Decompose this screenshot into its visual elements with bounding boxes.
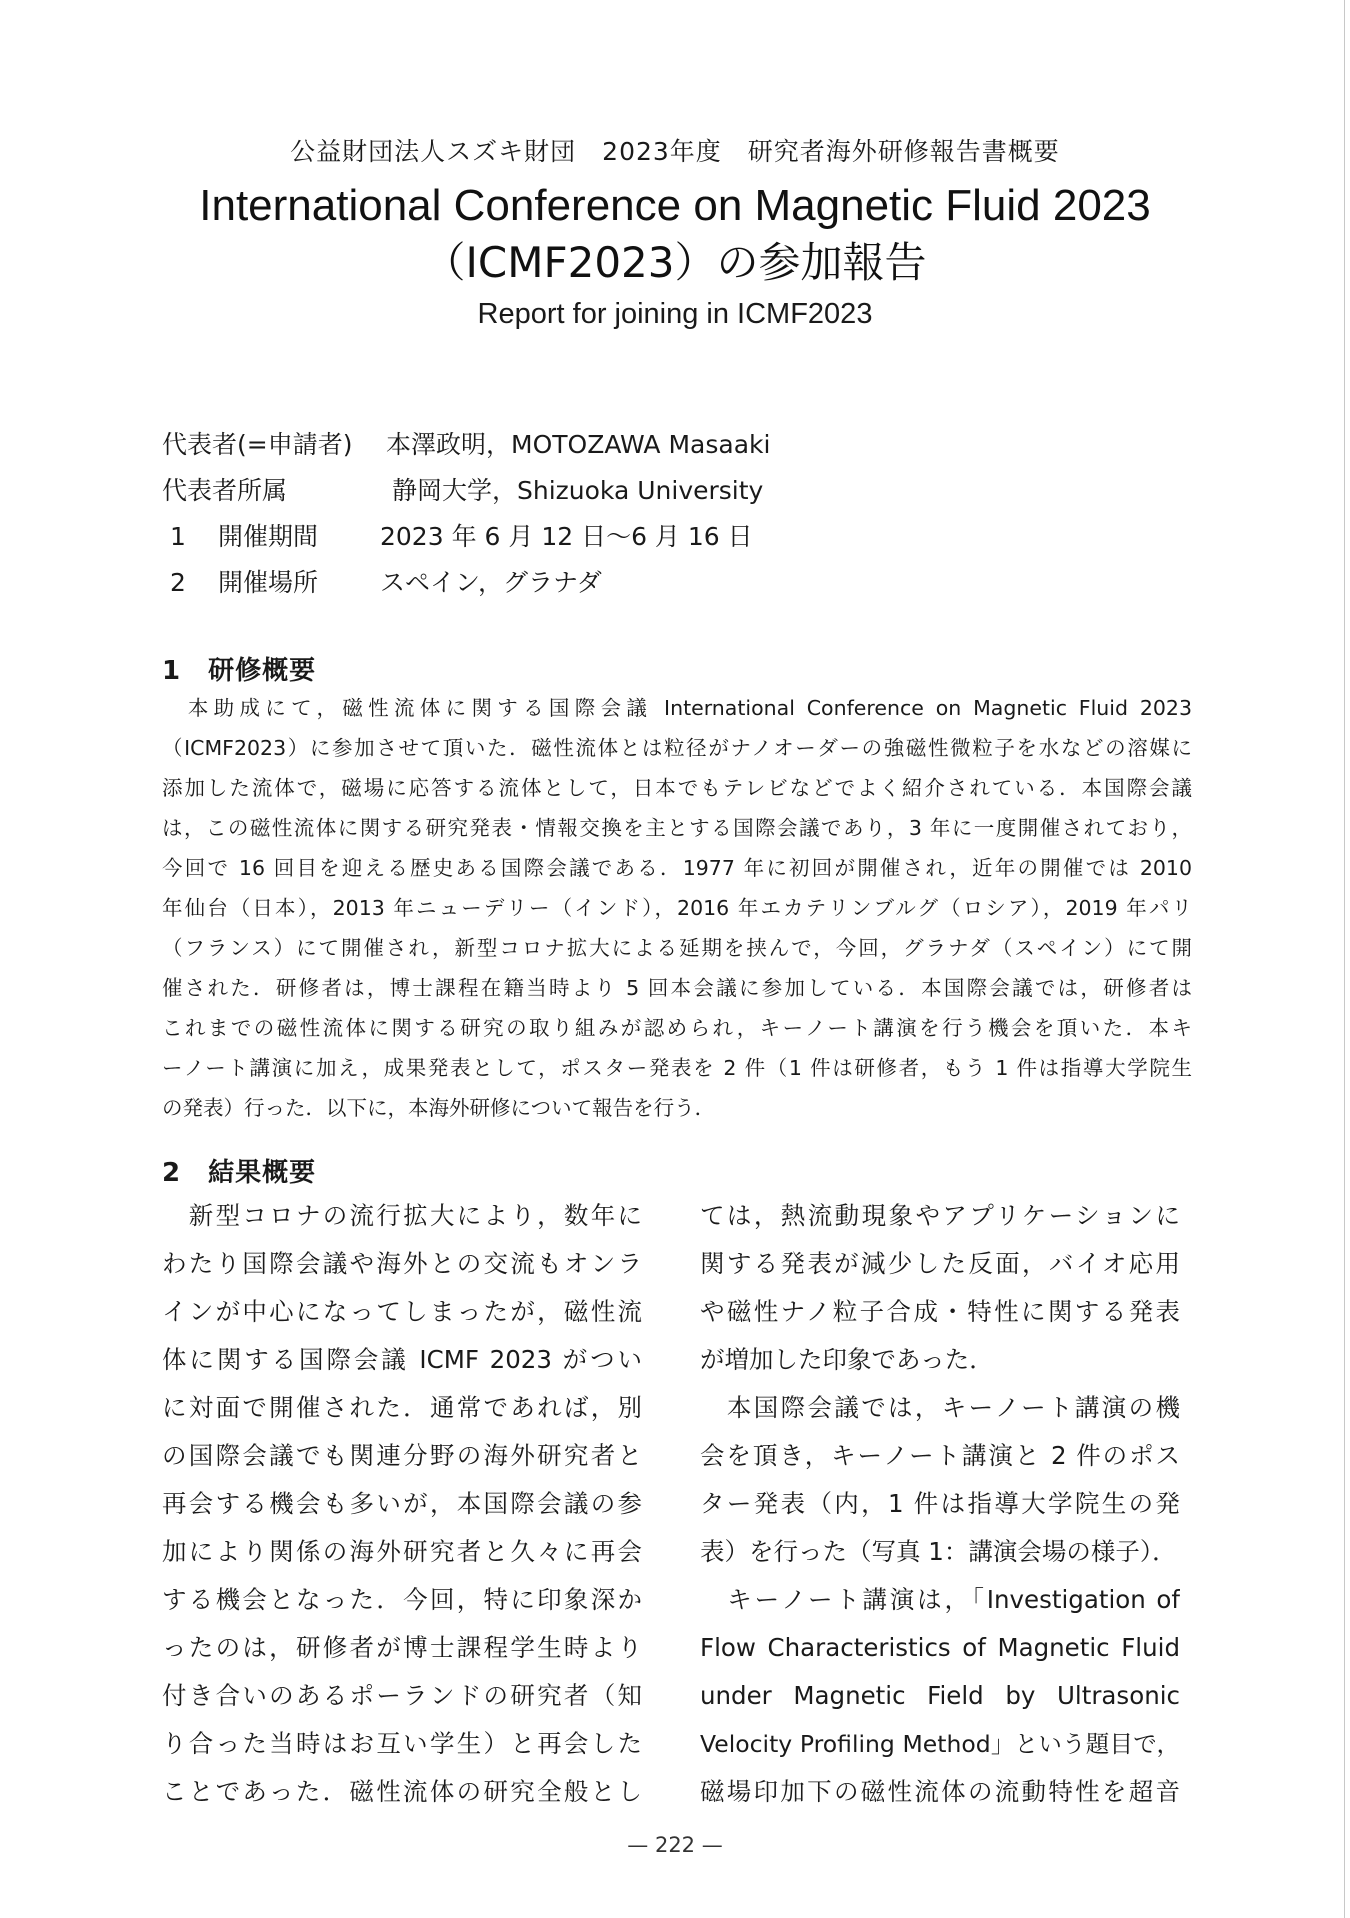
- section2-left-line: する機会となった．今回，特に印象深か: [162, 1585, 642, 1614]
- meta-aff-value: 静岡大学，Shizuoka University: [392, 476, 764, 505]
- page-number: — 222 —: [627, 1833, 723, 1857]
- section2-left-line: に対面で開催された．通常であれば，別: [162, 1393, 642, 1422]
- section2-left-line: の国際会議でも関連分野の海外研究者と: [162, 1441, 642, 1470]
- section2-left-line: ことであった．磁性流体の研究全般とし: [162, 1777, 642, 1806]
- section1-paragraph: [162, 688, 1192, 1128]
- section2-right-line: under Magnetic Field by Ultrasonic: [700, 1681, 1180, 1710]
- report-title-english: International Conference on Magnetic Fluid 2023: [199, 181, 1151, 230]
- section2-right-column: [700, 1192, 1180, 1816]
- report-subtitle: Report for joining in ICMF2023: [477, 298, 873, 330]
- meta-item2-number: 2: [170, 568, 186, 597]
- section1-line: 本助成にて，磁性流体に関する国際会議 International Conference on Magnetic Fluid 2023: [162, 696, 1192, 720]
- report-series-heading: 公益財団法人スズキ財団 2023年度 研究者海外研修報告書概要: [290, 137, 1060, 166]
- section1-line: ーノート講演に加え，成果発表として，ポスター発表を 2 件（1 件は研修者，もう 1 件は指導大学院生: [162, 1056, 1192, 1080]
- meta-rep-label: 代表者(=申請者): [162, 430, 353, 459]
- section2-left-line: り合った当時はお互い学生）と再会した: [162, 1729, 642, 1758]
- section2-left-line: 新型コロナの流行拡大により，数年に: [162, 1201, 642, 1230]
- section2-right-line: Velocity Profiling Method」という題目で，: [700, 1730, 1180, 1758]
- section2-right-line: 関する発表が減少した反面，バイオ応用: [700, 1249, 1180, 1278]
- meta-rep-value: 本澤政明，MOTOZAWA Masaaki: [386, 430, 771, 459]
- section1-line: 催された．研修者は，博士課程在籍当時より 5 回本会議に参加している．本国際会議では，研修者は: [162, 976, 1192, 1000]
- section1-line: 添加した流体で，磁場に応答する流体として，日本でもテレビなどでよく紹介されている．本国際会議: [162, 776, 1192, 800]
- section2-left-line: わたり国際会議や海外との交流もオンラ: [162, 1249, 642, 1278]
- section1-line: 今回で 16 回目を迎える歴史ある国際会議である．1977 年に初回が開催され，近年の開催では 2010: [162, 856, 1192, 880]
- section1-heading: 1 研修概要: [162, 656, 317, 686]
- section2-heading: 2 結果概要: [162, 1158, 317, 1188]
- section2-left-line: 付き合いのあるポーランドの研究者（知: [162, 1681, 642, 1710]
- section2-left-line: 体に関する国際会議 ICMF 2023 がつい: [162, 1345, 642, 1374]
- meta-venue-label: 開催場所: [218, 568, 319, 597]
- meta-period-value: 2023 年 6 月 12 日～6 月 16 日: [380, 522, 753, 551]
- section2-left-line: 再会する機会も多いが，本国際会議の参: [162, 1489, 642, 1518]
- section1-line: は，この磁性流体に関する研究発表・情報交換を主とする国際会議であり，3 年に一度開催されており，: [162, 816, 1192, 840]
- meta-period-label: 開催期間: [218, 522, 319, 551]
- section1-line: 年仙台（日本），2013 年ニューデリー（インド），2016 年エカテリンブルグ（ロシア），2019 年パリ: [162, 896, 1192, 920]
- section2-right-line: や磁性ナノ粒子合成・特性に関する発表: [700, 1297, 1180, 1326]
- meta-venue-value: スペイン，グラナダ: [380, 568, 602, 597]
- section2-right-line: 本国際会議では，キーノート講演の機: [700, 1393, 1180, 1422]
- section2-right-line: ター発表（内，1 件は指導大学院生の発: [700, 1489, 1180, 1518]
- section2-right-line: が増加した印象であった．: [700, 1345, 994, 1374]
- section2-right-line: 磁場印加下の磁性流体の流動特性を超音: [700, 1777, 1180, 1806]
- report-title-japanese: （ICMF2023）の参加報告: [423, 238, 927, 287]
- section2-left-line: インが中心になってしまったが，磁性流: [162, 1297, 642, 1326]
- section2-left-line: 加により関係の海外研究者と久々に再会: [162, 1537, 642, 1566]
- section2-left-line: ったのは，研修者が博士課程学生時より: [162, 1633, 642, 1662]
- section2-left-column: [162, 1192, 642, 1816]
- section2-right-line: 表）を行った（写真 1：講演会場の様子）．: [700, 1537, 1177, 1566]
- section1-line: （ICMF2023）に参加させて頂いた．磁性流体とは粒径がナノオーダーの強磁性微粒子を水などの溶媒に: [162, 736, 1192, 760]
- section2-right-line: ては，熱流動現象やアプリケーションに: [700, 1201, 1180, 1230]
- meta-item1-number: 1: [170, 522, 186, 551]
- section1-line: （フランス）にて開催され，新型コロナ拡大による延期を挟んで，今回，グラナダ（スペイン）にて開: [162, 936, 1192, 960]
- meta-aff-label: 代表者所属: [162, 476, 288, 505]
- section2-right-line: Flow Characteristics of Magnetic Fluid: [700, 1633, 1180, 1662]
- section1-line: これまでの磁性流体に関する研究の取り組みが認められ，キーノート講演を行う機会を頂いた．本キ: [162, 1016, 1192, 1040]
- section1-line: の発表）行った．以下に，本海外研修について報告を行う．: [162, 1096, 716, 1120]
- section2-right-line: 会を頂き，キーノート講演と 2 件のポス: [700, 1441, 1180, 1470]
- section2-right-line: キーノート講演は，「Investigation of: [700, 1585, 1180, 1614]
